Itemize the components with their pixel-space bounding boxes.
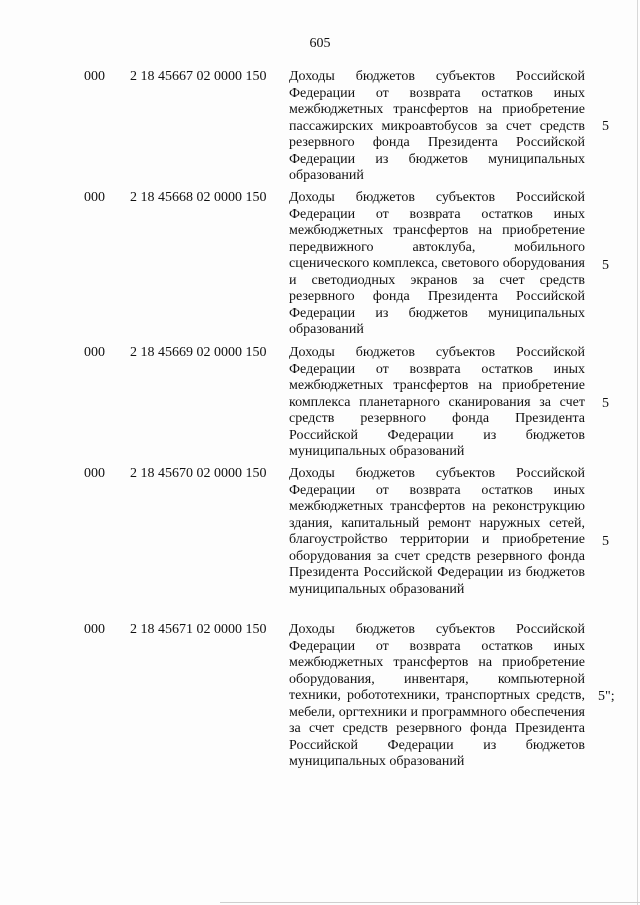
- row-description: Доходы бюджетов субъектов Российской Федерации от возврата остатков иных межбюджетных трансфертов на приобретение оборудования, инвентаря, компьютерной техники, робототехники, транспортных средств, мебели, оргтехники и программного обеспечения за счет средств резервного фонда Президента Российской Федерации из бюджетов муниципальных образований: [289, 622, 585, 769]
- row-amount: 5: [602, 119, 609, 134]
- admin-code: 000: [84, 345, 105, 360]
- budget-code: 2 18 45668 02 0000 150: [130, 190, 267, 205]
- admin-code: 000: [84, 466, 105, 481]
- budget-code: 2 18 45667 02 0000 150: [130, 69, 267, 84]
- scan-edge-line: [637, 0, 638, 905]
- row-amount: 5";: [598, 689, 615, 704]
- admin-code: 000: [84, 69, 105, 84]
- budget-code: 2 18 45669 02 0000 150: [130, 345, 267, 360]
- admin-code: 000: [84, 190, 105, 205]
- row-amount: 5: [602, 258, 609, 273]
- row-description: Доходы бюджетов субъектов Российской Федерации от возврата остатков иных межбюджетных трансфертов на реконструкцию здания, капитальный ремонт наружных сетей, благоустройство территории и приобретение оборудования за счет средств резервного фонда Президента Российской Федерации из бюджетов муниципальных образований: [289, 466, 585, 597]
- scan-edge-line: [220, 902, 640, 903]
- budget-code: 2 18 45671 02 0000 150: [130, 622, 267, 637]
- admin-code: 000: [84, 622, 105, 637]
- row-description: Доходы бюджетов субъектов Российской Федерации от возврата остатков иных межбюджетных трансфертов на приобретение передвижного автоклуба, мобильного сценического комплекса, светового оборудования и светодиодных экранов за счет средств резервного фонда Президента Российской Федерации из бюджетов муниципальных образований: [289, 190, 585, 337]
- budget-code: 2 18 45670 02 0000 150: [130, 466, 267, 481]
- row-amount: 5: [602, 534, 609, 549]
- row-description: Доходы бюджетов субъектов Российской Федерации от возврата остатков иных межбюджетных трансфертов на приобретение пассажирских микроавтобусов за счет средств резервного фонда Президента Российской Федерации из бюджетов муниципальных образований: [289, 69, 585, 183]
- page-number: 605: [309, 36, 331, 51]
- row-amount: 5: [602, 396, 609, 411]
- row-description: Доходы бюджетов субъектов Российской Федерации от возврата остатков иных межбюджетных трансфертов на приобретение комплекса планетарного сканирования за счет средств резервного фонда Президента Российской Федерации из бюджетов муниципальных образований: [289, 345, 585, 459]
